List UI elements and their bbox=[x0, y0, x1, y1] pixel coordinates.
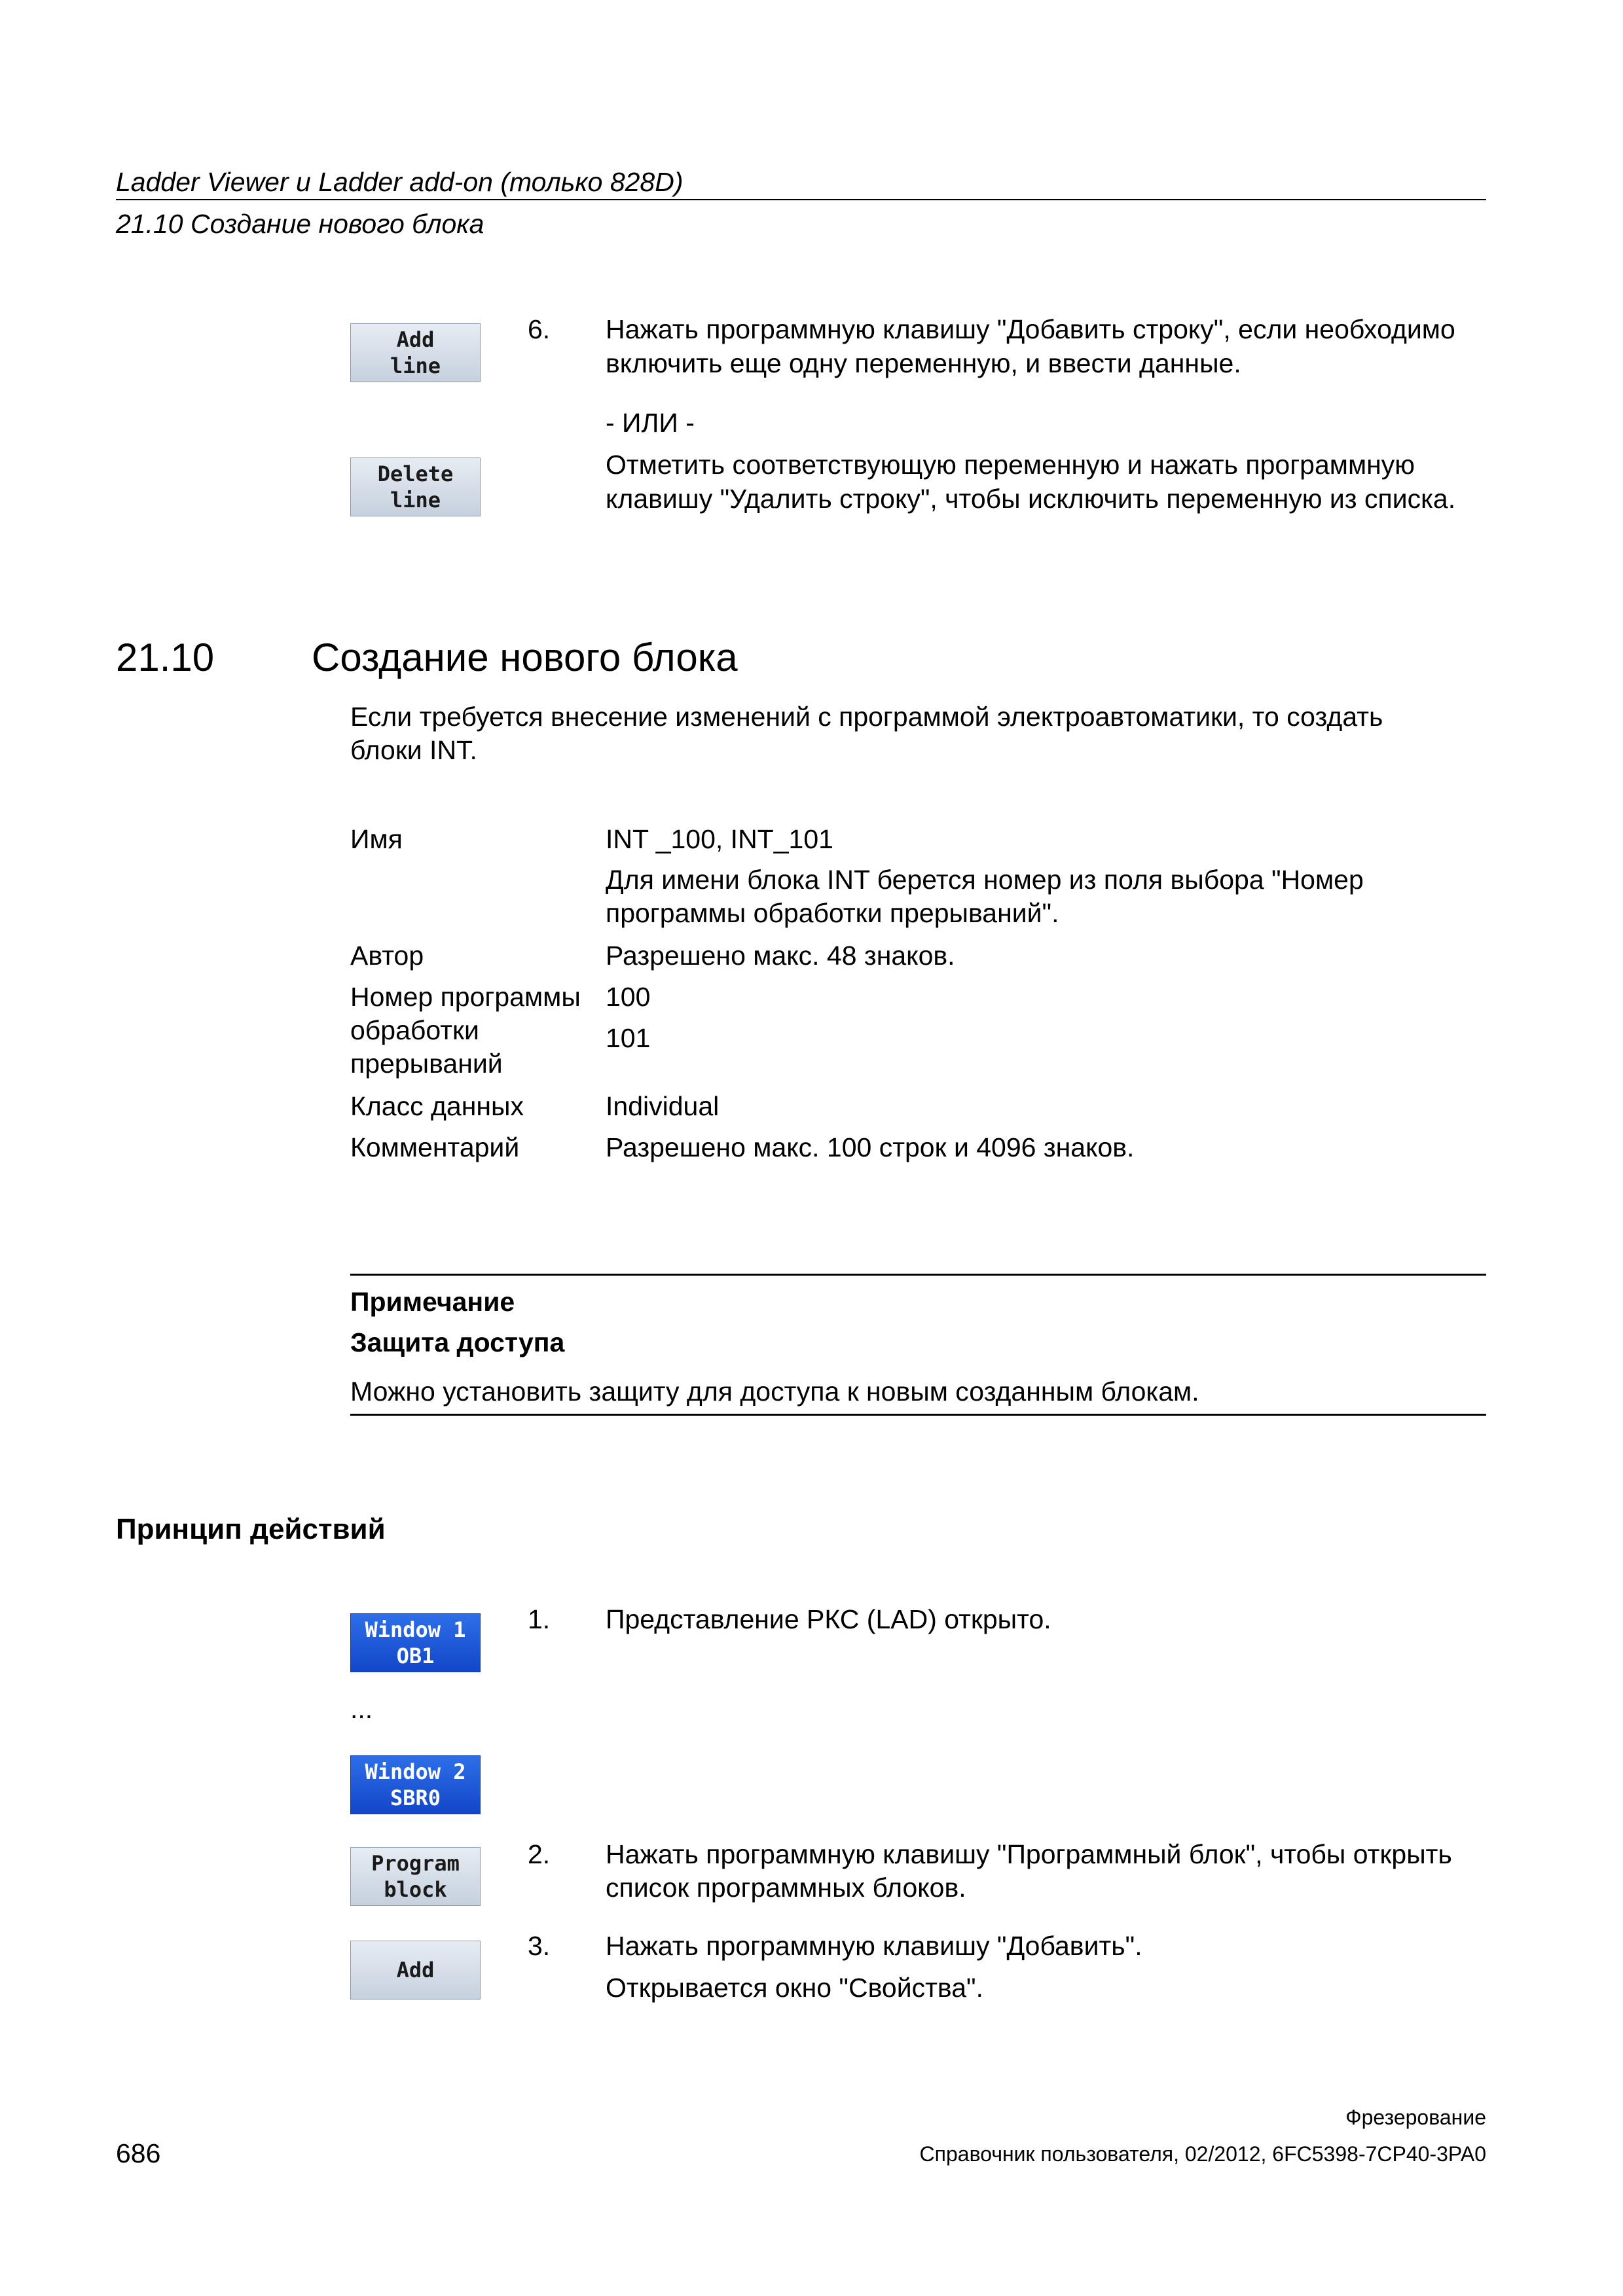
step-3-line-1: Нажать программную клавишу "Добавить". bbox=[606, 1931, 1142, 1961]
running-header-subtitle: 21.10 Создание нового блока bbox=[116, 209, 484, 239]
note-title: Примечание bbox=[350, 1287, 515, 1317]
table-name-desc-1: Для имени блока INT берется номер из поля выбора "Номер bbox=[606, 865, 1364, 895]
note-top-rule bbox=[350, 1274, 1486, 1276]
table-prog-label-3: прерываний bbox=[350, 1049, 503, 1079]
window-2-sbr0-softkey[interactable]: Window 2 SBR0 bbox=[350, 1755, 481, 1814]
section-title: Создание нового блока bbox=[312, 636, 738, 679]
program-block-softkey[interactable]: Program block bbox=[350, 1847, 481, 1906]
table-prog-value-1: 100 bbox=[606, 982, 651, 1012]
step-1-text: Представление РКС (LAD) открыто. bbox=[606, 1604, 1051, 1634]
step-6-number: 6. bbox=[528, 314, 551, 344]
table-prog-value-2: 101 bbox=[606, 1023, 651, 1053]
table-class-value: Individual bbox=[606, 1091, 720, 1121]
note-subtitle: Защита доступа bbox=[350, 1327, 565, 1357]
step-2-line-2: список программных блоков. bbox=[606, 1873, 966, 1903]
note-bottom-rule bbox=[350, 1414, 1486, 1416]
footer-line-2: Справочник пользователя, 02/2012, 6FC5398-7CP40-3PA0 bbox=[919, 2142, 1486, 2166]
table-class-label: Класс данных bbox=[350, 1091, 524, 1121]
footer-line-1: Фрезерование bbox=[1345, 2106, 1486, 2129]
table-name-desc-2: программы обработки прерываний". bbox=[606, 898, 1059, 928]
page-number: 686 bbox=[116, 2138, 161, 2168]
softkey-ellipsis: ... bbox=[350, 1694, 373, 1724]
step-2-number: 2. bbox=[528, 1839, 551, 1869]
table-prog-label-1: Номер программы bbox=[350, 982, 581, 1012]
table-comment-label: Комментарий bbox=[350, 1132, 520, 1162]
table-comment-value: Разрешено макс. 100 строк и 4096 знаков. bbox=[606, 1132, 1135, 1162]
step-3-number: 3. bbox=[528, 1931, 551, 1961]
table-author-label: Автор bbox=[350, 941, 424, 971]
step-6-line-3: Отметить соответствующую переменную и нажать программную bbox=[606, 450, 1415, 480]
section-intro-line-2: блоки INT. bbox=[350, 735, 477, 765]
note-text: Можно установить защиту для доступа к новым созданным блокам. bbox=[350, 1376, 1199, 1407]
add-line-softkey[interactable]: Add line bbox=[350, 323, 481, 382]
table-name-value: INT _100, INT_101 bbox=[606, 824, 833, 854]
principle-heading: Принцип действий bbox=[116, 1513, 386, 1545]
step-1-number: 1. bbox=[528, 1604, 551, 1634]
header-rule bbox=[116, 199, 1486, 200]
step-6-or: - ИЛИ - bbox=[606, 408, 695, 438]
add-softkey[interactable]: Add bbox=[350, 1941, 481, 2000]
step-3-line-2: Открывается окно "Свойства". bbox=[606, 1973, 983, 2003]
step-6-line-4: клавишу "Удалить строку", чтобы исключить переменную из списка. bbox=[606, 484, 1456, 514]
table-name-label: Имя bbox=[350, 824, 403, 854]
section-intro-line-1: Если требуется внесение изменений с программой электроавтоматики, то создать bbox=[350, 702, 1383, 732]
table-author-value: Разрешено макс. 48 знаков. bbox=[606, 941, 955, 971]
step-6-line-1: Нажать программную клавишу "Добавить строку", если необходимо bbox=[606, 314, 1455, 344]
window-1-ob1-softkey[interactable]: Window 1 OB1 bbox=[350, 1613, 481, 1672]
step-6-line-2: включить еще одну переменную, и ввести данные. bbox=[606, 348, 1241, 378]
running-header-title: Ladder Viewer и Ladder add-on (только 828D) bbox=[116, 167, 684, 197]
step-2-line-1: Нажать программную клавишу "Программный блок", чтобы открыть bbox=[606, 1839, 1452, 1869]
delete-line-softkey[interactable]: Delete line bbox=[350, 457, 481, 516]
section-number: 21.10 bbox=[116, 636, 215, 679]
table-prog-label-2: обработки bbox=[350, 1015, 479, 1045]
